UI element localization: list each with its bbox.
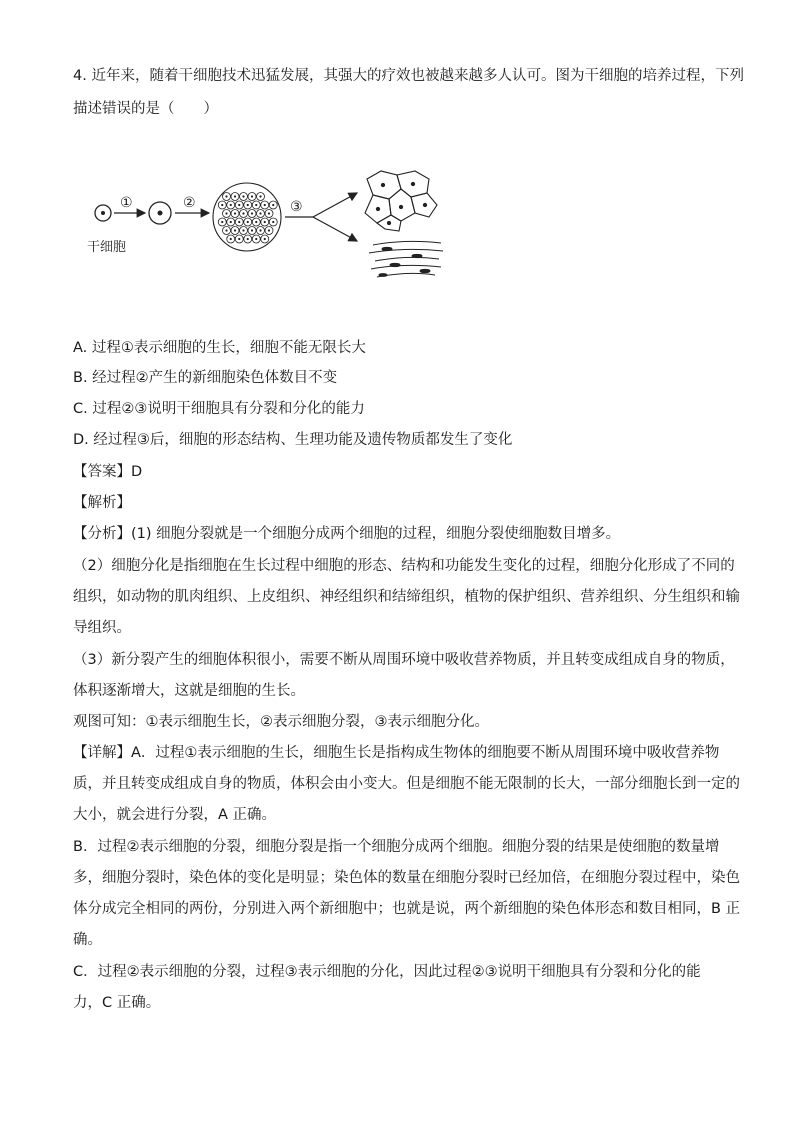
analysis-line: 【分析】(1) 细胞分裂就是一个细胞分成两个细胞的过程，细胞分裂使细胞数目增多。 [73, 526, 621, 542]
arrow-3-up [313, 193, 357, 217]
cell-cluster-icon [213, 183, 281, 251]
stem-cell-culture-diagram [85, 165, 465, 285]
analysis-heading: 【解析】 [73, 495, 131, 511]
answer-line: 【答案】D [73, 464, 143, 480]
analysis-line: 力，C 正确。 [73, 995, 161, 1011]
question-stem-line2: 描述错误的是（ ） [73, 101, 218, 117]
grown-cell-icon [149, 202, 171, 224]
option-d: D. 经过程③后，细胞的形态结构、生理功能及遗传物质都发生了变化 [73, 432, 513, 448]
analysis-line: 体分成完全相同的两份，分别进入两个新细胞中；也就是说，两个新细胞的染色体形态和数目相同，B 正 [73, 901, 741, 917]
analysis-line: （3）新分裂产生的细胞体积很小，需要不断从周围环境中吸收营养物质，并且转变成组成自身的物质， [73, 652, 735, 668]
analysis-line: 体积逐渐增大，这就是细胞的生长。 [73, 683, 305, 699]
option-b: B. 经过程②产生的新细胞染色体数目不变 [73, 370, 338, 386]
epithelial-tissue-icon [365, 171, 437, 231]
analysis-line: B．过程②表示细胞的分裂，细胞分裂是指一个细胞分成两个细胞。细胞分裂的结果是使细胞的数量增 [73, 839, 720, 855]
step-1-label: ① [120, 195, 133, 211]
analysis-line: 组织，如动物的肌肉组织、上皮组织、神经组织和结缔组织，植物的保护组织、营养组织、分生组织和输 [73, 589, 740, 605]
step-3-label: ③ [290, 199, 303, 215]
analysis-line: C．过程②表示细胞的分裂，过程③表示细胞的分化，因此过程②③说明干细胞具有分裂和分化的能 [73, 964, 701, 980]
analysis-line: 质，并且转变成组成自身的物质，体积会由小变大。但是细胞不能无限制的长大，一部分细胞长到一定的 [73, 776, 740, 792]
analysis-line: 大小，就会进行分裂，A 正确。 [73, 807, 277, 823]
option-a: A. 过程①表示细胞的生长，细胞不能无限长大 [73, 340, 366, 356]
question-stem-line1: 4. 近年来，随着干细胞技术迅猛发展，其强大的疗效也被越来越多人认可。图为干细胞的培养过程，下列 [73, 68, 744, 84]
analysis-line: 多，细胞分裂时，染色体的变化是明显；染色体的数量在细胞分裂时已经加倍，在细胞分裂过程中，染色 [73, 870, 740, 886]
analysis-line: 【详解】A．过程①表示细胞的生长，细胞生长是指构成生物体的细胞要不断从周围环境中吸收营养物 [73, 745, 720, 761]
option-c: C. 过程②③说明干细胞具有分裂和分化的能力 [73, 401, 365, 417]
stem-cell-label: 干细胞 [87, 240, 127, 255]
stem-cell-icon [95, 205, 111, 221]
analysis-line: 确。 [73, 932, 102, 948]
analysis-line: （2）细胞分化是指细胞在生长过程中细胞的形态、结构和功能发生变化的过程，细胞分化形成了不同的 [73, 558, 735, 574]
arrow-3-down [313, 217, 357, 241]
step-2-label: ② [183, 195, 196, 211]
muscle-tissue-icon [369, 241, 443, 277]
analysis-line: 观图可知：①表示细胞生长，②表示细胞分裂，③表示细胞分化。 [73, 714, 489, 730]
analysis-line: 导组织。 [73, 620, 131, 636]
